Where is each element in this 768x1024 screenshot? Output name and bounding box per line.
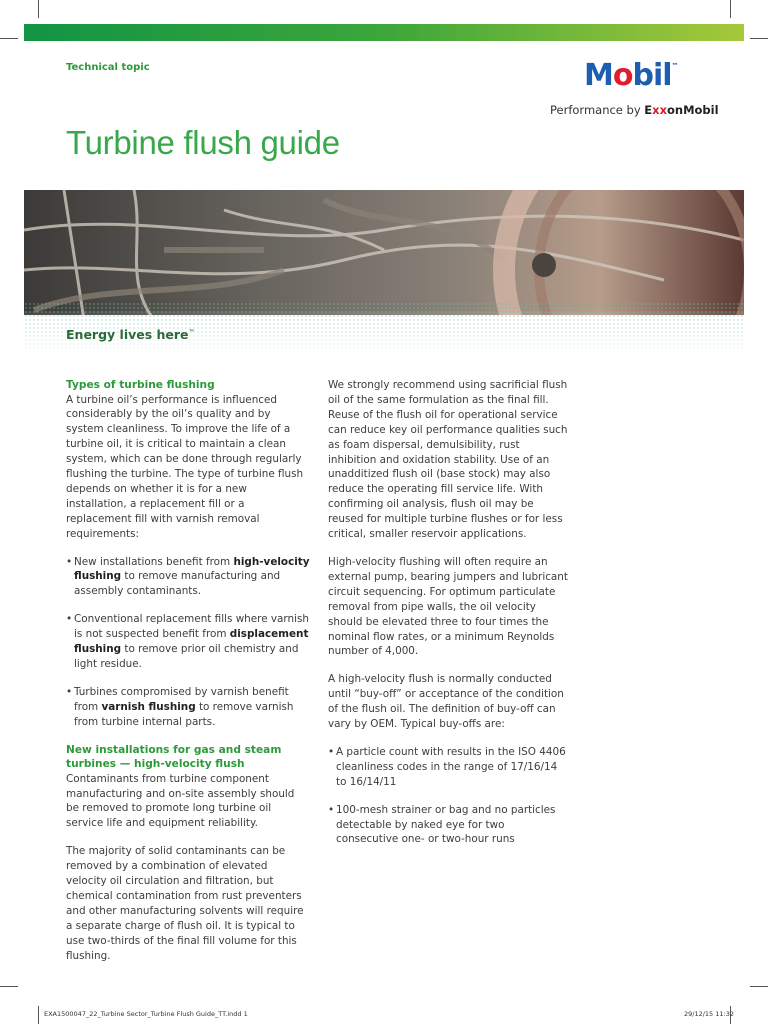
section-heading: Types of turbine flushing: [66, 379, 215, 391]
crop-mark: [750, 38, 768, 39]
footer-filename: EXA1500047_22_Turbine Sector_Turbine Flush Guide_TT.indd 1: [44, 1010, 248, 1018]
crop-mark: [750, 986, 768, 987]
header-gradient-bar: [24, 24, 744, 41]
list-item: • Conventional replacement fills where varnish is not suspected benefit from displacement flushing to remove prior oil chemistry and light residue.: [66, 612, 310, 672]
turbine-hero-image: [24, 190, 744, 350]
crop-mark: [0, 38, 18, 39]
paragraph: Contaminants from turbine component manufacturing and on-site assembly should be removed to promote long turbine oil service life and equipment reliability.: [66, 772, 295, 830]
paragraph: A turbine oil’s performance is influenced considerably by the oil’s quality and by system cleanliness. To improve the life of a turbine oil, it is critical to maintain a clean system, which can be done through regularly flushing the turbine. The type of turbine flush depends on whether it is for a new installation, a replacement fill or a replacement fill with varnish removal requirements:: [66, 393, 304, 540]
buy-off-list: [328, 745, 570, 847]
crop-mark: [0, 986, 18, 987]
crop-mark: [38, 1006, 39, 1024]
footer-timestamp: 29/12/15 11:32: [684, 1010, 734, 1018]
paragraph: High-velocity flushing will often require an external pump, bearing jumpers and lubricant circuit sequencing. For optimum particulate removal from pipe walls, the oil velocity should be elevated three to four times the nominal flow rates, or a minimum Reynolds number of 4,000.: [328, 555, 568, 658]
list-item: • Turbines compromised by varnish benefit from varnish flushing to remove varnish from turbine internal parts.: [66, 685, 310, 730]
paragraph: The majority of solid contaminants can be removed by a combination of elevated velocity oil circulation and filtration, but chemical contamination from rust preventers and other manufacturing solvents will require a separate charge of flush oil. It is typical to use two-thirds of the final fill volume for this flushing.: [66, 845, 304, 962]
mobil-logo: Mobil™: [584, 58, 678, 93]
technical-topic-label: Technical topic: [66, 62, 150, 73]
flush-types-list: [66, 555, 310, 730]
list-item: • 100-mesh strainer or bag and no particles detectable by naked eye for two consecutive one- or two-hour runs: [328, 803, 570, 848]
list-item: • New installations benefit from high-velocity flushing to remove manufacturing and assembly contaminants.: [66, 555, 310, 600]
paragraph: A high-velocity flush is normally conducted until “buy-off” or acceptance of the condition of the flush oil. The definition of buy-off can vary by OEM. Typical buy-offs are:: [328, 673, 564, 731]
paragraph: We strongly recommend using sacrificial flush oil of the same formulation as the final fill. Reuse of the flush oil for operational service can reduce key oil performance qualities such as foam dispersal, demulsibility, rust inhibition and oxidation stability. Use of an unadditized flush oil (base stock) may also reduce the operating fill service life. With confirming oil analysis, flush oil may be reused for multiple turbine flushes or for less critical, smaller reservoir applications.: [328, 379, 568, 541]
exxonmobil-tagline: Performance by ExxonMobil: [550, 103, 719, 117]
right-column: [328, 378, 570, 860]
list-item: • A particle count with results in the ISO 4406 cleanliness codes in the range of 17/16/14 to 16/14/11: [328, 745, 570, 790]
page-title: Turbine flush guide: [66, 124, 340, 161]
crop-mark: [730, 0, 731, 18]
left-column: [66, 378, 310, 977]
energy-lives-here-caption: Energy lives here™: [66, 327, 195, 342]
section-heading: New installations for gas and steam turbines — high-velocity flush: [66, 743, 282, 771]
crop-mark: [38, 0, 39, 18]
